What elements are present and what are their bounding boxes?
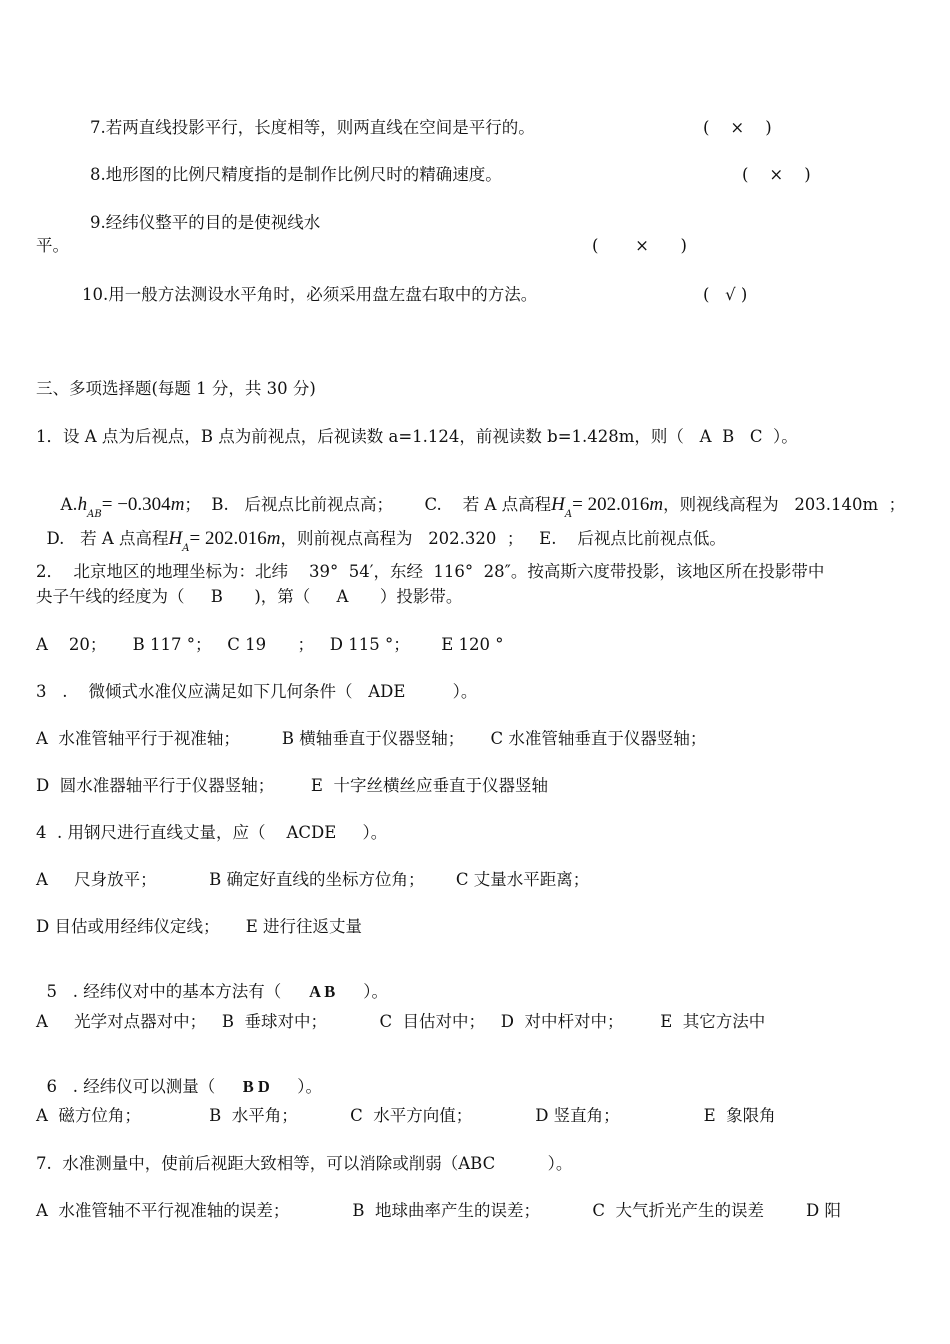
mc-q6-stem-post: ）。 bbox=[297, 1076, 322, 1096]
mc-q1-optD-H: H bbox=[168, 527, 183, 549]
mc-q6-options: A 磁方位角； B 水平角； C 水平方向值； D 竖直角； E 象限角 bbox=[36, 1106, 776, 1125]
mc-q4-options-b: D 目估或用经纬仪定线； E 进行往返丈量 bbox=[36, 917, 362, 936]
mc-q1-optA-unit: m bbox=[170, 493, 185, 515]
mc-q1-optD-val: = 202.016 bbox=[189, 527, 267, 549]
mc-q1-optD-unit: m bbox=[266, 527, 281, 549]
mc-q5-stem-pre: 5 . 经纬仪对中的基本方法有（ bbox=[46, 981, 282, 1001]
tf-q10-text: 10.用一般方法测设水平角时，必须采用盘左盘右取中的方法。 bbox=[82, 285, 538, 304]
mc-q3-stem: 3 . 微倾式水准仪应满足如下几何条件（ ADE ）。 bbox=[36, 682, 478, 701]
tf-q10-answer: ( √ ) bbox=[703, 285, 748, 304]
mc-q1-optD-tail: ，则前视点高程为 202.320 ； E. 后视点比前视点低。 bbox=[280, 528, 726, 548]
mc-q4-options-a: A 尺身放平； B 确定好直线的坐标方位角； C 丈量水平距离； bbox=[36, 870, 590, 889]
mc-q1-options-line2 bbox=[36, 512, 726, 554]
tf-q7-answer: ( × ) bbox=[703, 118, 772, 137]
mc-q3-options-a: A 水准管轴平行于视准轴； B 横轴垂直于仪器竖轴； C 水准管轴垂直于仪器竖轴； bbox=[36, 729, 707, 748]
mc-q6-answer: B D bbox=[242, 1076, 270, 1096]
mc-q1-optA-prefix: A. bbox=[60, 494, 78, 514]
mc-q4-stem: 4 . 用钢尺进行直线丈量，应（ ACDE ）。 bbox=[36, 823, 388, 842]
mc-q1-optC-unit: m bbox=[649, 493, 664, 515]
section-title: 三、多项选择题(每题 1 分，共 30 分) bbox=[36, 379, 316, 398]
mc-q1-optC-H: H bbox=[551, 493, 565, 515]
tf-q9-text-cont: 平。 bbox=[36, 236, 69, 255]
mc-q1-optC-sub: A bbox=[564, 508, 573, 520]
mc-q1-stem: 1．设 A 点为后视点，B 点为前视点，后视读数 a=1.124，前视读数 b=1.428m，则（ A B C ）。 bbox=[36, 427, 798, 446]
mc-q3-options-b: D 圆水准器轴平行于仪器竖轴； E 十字丝横丝应垂直于仪器竖轴 bbox=[36, 776, 548, 795]
mc-q2-stem-cont: 央子午线的经度为（ B )，第（ A ）投影带。 bbox=[36, 587, 463, 606]
mc-q1-optD-sub: A bbox=[182, 542, 190, 554]
tf-q7-text: 7.若两直线投影平行，长度相等，则两直线在空间是平行的。 bbox=[90, 118, 535, 137]
mc-q1-optC-val: = 202.016 bbox=[572, 493, 650, 515]
tf-q8-text: 8.地形图的比例尺精度指的是制作比例尺时的精确速度。 bbox=[90, 165, 502, 184]
mc-q2-stem: 2． 北京地区的地理坐标为：北纬 39° 54′，东经 116° 28″。按高斯六度带投影，该地区所在投影带中 bbox=[36, 562, 825, 581]
mc-q1-options-line1 bbox=[50, 478, 906, 520]
mc-q2-options: A 20； B 117 °； C 19 ； D 115 °； E 120 ° bbox=[36, 635, 504, 654]
mc-q1-optD-prefix: D. 若 A 点高程 bbox=[46, 528, 169, 548]
mc-q1-optA-tail: ； B. 后视点比前视点高； C. 若 A 点高程 bbox=[184, 494, 552, 514]
mc-q5-options: A 光学对点器对中； B 垂球对中； C 目估对中； D 对中杆对中； E 其它方法中 bbox=[36, 1012, 766, 1031]
mc-q6-stem bbox=[36, 1062, 322, 1095]
mc-q5-answer: A B bbox=[309, 981, 336, 1001]
tf-q8-answer: ( × ) bbox=[742, 165, 811, 184]
tf-q9-text: 9.经纬仪整平的目的是使视线水 bbox=[90, 213, 321, 232]
mc-q5-stem bbox=[36, 967, 388, 1000]
mc-q1-optA-h: h bbox=[77, 493, 88, 515]
mc-q1-optA-val: = −0.304 bbox=[101, 493, 171, 515]
mc-q5-stem-post: ）。 bbox=[363, 981, 388, 1001]
tf-q9-answer: ( × ) bbox=[592, 236, 687, 255]
mc-q1-optA-sub: AB bbox=[87, 508, 102, 520]
mc-q1-optC-tail: ，则视线高程为 203.140m ； bbox=[663, 494, 906, 514]
mc-q7-options: A 水准管轴不平行视准轴的误差； B 地球曲率产生的误差； C 大气折光产生的误差 D 阳 bbox=[36, 1201, 841, 1220]
mc-q6-stem-pre: 6 . 经纬仪可以测量（ bbox=[46, 1076, 216, 1096]
mc-q7-stem: 7. 水准测量中，使前后视距大致相等，可以消除或削弱（ABC ）。 bbox=[36, 1154, 573, 1173]
